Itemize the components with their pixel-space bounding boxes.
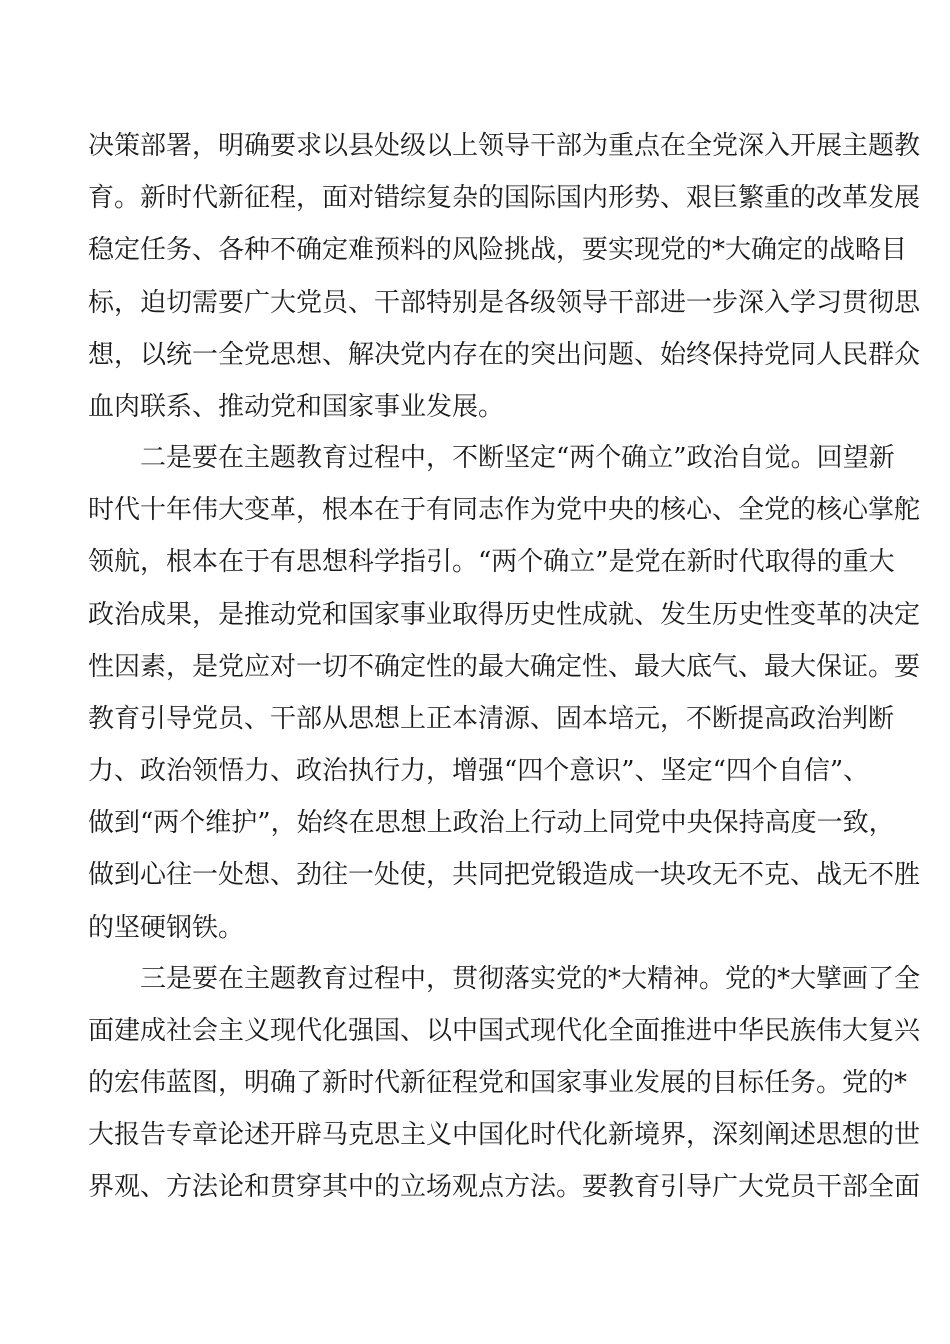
text-line: 政治成果，是推动党和国家事业取得历史性成就、发生历史性变革的决定 — [88, 599, 921, 630]
paragraph-2 — [88, 440, 921, 946]
text-line: 三是要在主题教育过程中，贯彻落实党的*大精神。党的*大擘画了全 — [88, 963, 921, 994]
text-line: 的宏伟蓝图，明确了新时代新征程党和国家事业发展的目标任务。党的* — [88, 1068, 908, 1098]
text-line: 时代十年伟大变革，根本在于有同志作为党中央的核心、全党的核心掌舵 — [88, 495, 921, 526]
text-line: 的坚硬钢铁。 — [88, 912, 245, 943]
text-line: 想，以统一全党思想、解决党内存在的突出问题、始终保持党同人民群众 — [88, 339, 921, 370]
text-line: 标，迫切需要广大党员、干部特别是各级领导干部进一步深入学习贯彻思 — [88, 287, 921, 318]
text-line: 领航，根本在于有思想科学指引。“两个确立”是党在新时代取得的重大 — [88, 547, 895, 578]
text-line: 育。新时代新征程，面对错综复杂的国际国内形势、艰巨繁重的改革发展 — [88, 183, 921, 214]
paragraph-1 — [88, 128, 921, 425]
text-line: 教育引导党员、干部从思想上正本清源、固本培元，不断提高政治判断 — [88, 703, 895, 734]
text-line: 力、政治领悟力、政治执行力，增强“四个意识”、坚定“四个自信”、 — [88, 756, 870, 787]
paragraph-3 — [88, 961, 921, 1206]
document-page — [88, 128, 921, 1205]
text-line: 稳定任务、各种不确定难预料的风险挑战，要实现党的*大确定的战略目 — [88, 235, 908, 266]
text-line: 界观、方法论和贯穿其中的立场观点方法。要教育引导广大党员干部全面 — [88, 1172, 921, 1203]
text-line: 做到心往一处想、劲往一处使，共同把党锻造成一块攻无不克、战无不胜 — [88, 860, 921, 891]
text-line: 二是要在主题教育过程中，不断坚定“两个确立”政治自觉。回望新 — [88, 442, 895, 473]
text-line: 血肉联系、推动党和国家事业发展。 — [88, 391, 505, 422]
text-line: 性因素，是党应对一切不确定性的最大确定性、最大底气、最大保证。要 — [88, 651, 921, 682]
text-line: 大报告专章论述开辟马克思主义中国化时代化新境界，深刻阐述思想的世 — [88, 1120, 921, 1151]
text-line: 面建成社会主义现代化强国、以中国式现代化全面推进中华民族伟大复兴 — [88, 1015, 921, 1046]
text-line: 做到“两个维护”，始终在思想上政治上行动上同党中央保持高度一致， — [88, 808, 895, 839]
text-line: 决策部署，明确要求以县处级以上领导干部为重点在全党深入开展主题教 — [88, 131, 921, 161]
